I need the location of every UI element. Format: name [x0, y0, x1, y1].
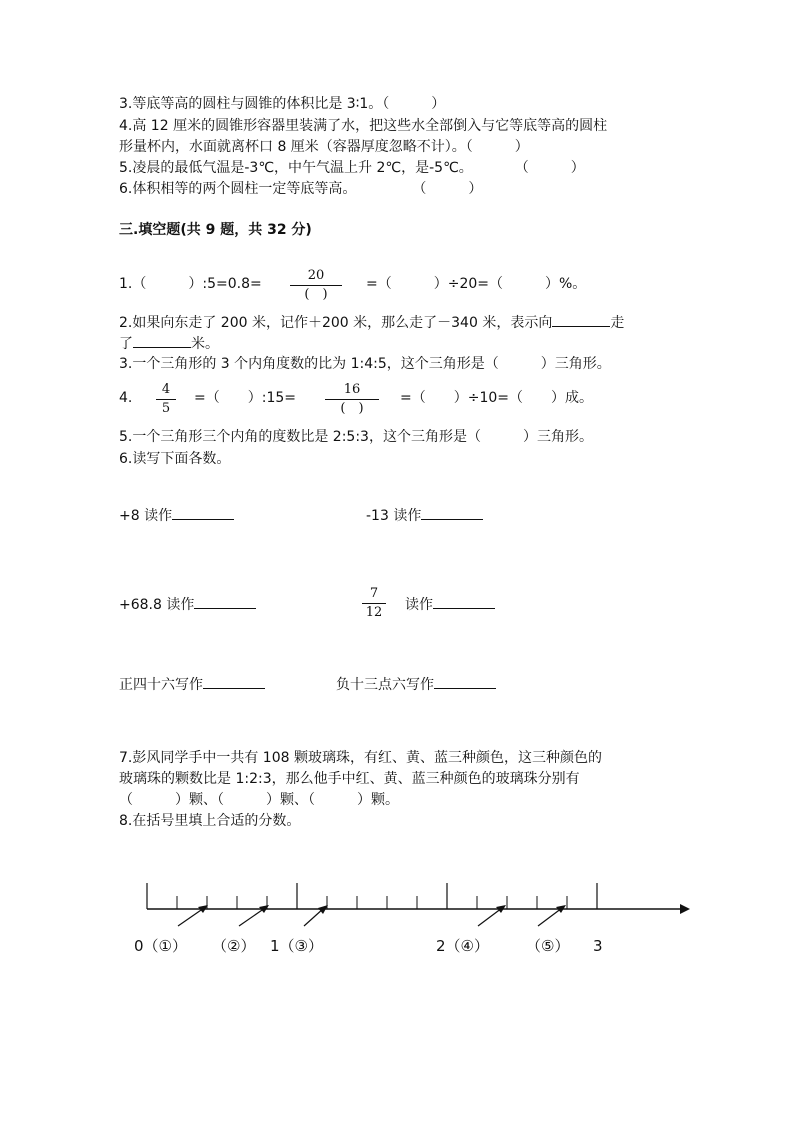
q4-fraction-2	[325, 382, 379, 417]
minor-ticks	[177, 896, 567, 909]
q6-item-f-blank[interactable]	[434, 674, 496, 689]
q6-item-d-numerator: 7	[369, 586, 379, 601]
q6-title: 6.读写下面各数。	[119, 451, 231, 467]
q1-suffix: =（ ）÷20=（ ）%。	[366, 276, 587, 292]
section-title: 三.填空题(共 9 题，共 32 分)	[119, 222, 312, 238]
number-line-label-1: 1（③）	[270, 937, 323, 955]
q6-item-b-blank[interactable]	[421, 505, 483, 520]
q6-item-e-label: 正四十六写作	[119, 677, 203, 693]
pointer-arrow-5	[538, 908, 562, 926]
q2-line1	[119, 312, 624, 333]
number-line-label-5: （⑤）	[526, 937, 570, 955]
q7-line2: 玻璃珠的颗数比是 1:2:3，那么他手中红、黄、蓝三种颜色的玻璃珠分别有	[119, 771, 580, 787]
pointer-arrows	[178, 905, 566, 926]
q2-text-a: 2.如果向东走了 200 米，记作＋200 米，那么走了－340 米，表示向	[119, 315, 553, 331]
fraction-bar	[156, 399, 176, 400]
q1-prefix: 1.（ ）:5=0.8=	[119, 276, 262, 292]
arrowhead-icon	[680, 904, 690, 914]
number-line-svg	[128, 868, 698, 928]
q8-text: 8.在括号里填上合适的分数。	[119, 813, 301, 829]
q1-fraction-numerator: 20	[307, 268, 325, 283]
q4-fraction-2-denominator: ( )	[340, 401, 364, 416]
q6-item-c-blank[interactable]	[194, 594, 256, 609]
q2-direction-blank[interactable]	[552, 312, 610, 327]
number-line-label-4: 2（④）	[436, 937, 489, 955]
q4-middle: =（ ）:15=	[194, 390, 296, 406]
q7-line1: 7.彭风同学手中一共有 108 颗玻璃珠，有红、黄、蓝三种颜色，这三种颜色的	[119, 750, 602, 766]
fraction-bar	[325, 399, 379, 400]
q4-fraction-1	[156, 382, 176, 417]
q6-item-e-blank[interactable]	[203, 674, 265, 689]
pointer-arrow-4	[478, 908, 502, 926]
q4-number: 4.	[119, 390, 133, 406]
q6-item-f	[336, 674, 496, 695]
judge-item-5: 5.凌晨的最低气温是-3℃，中午气温上升 2℃，是-5℃。 （ ）	[119, 160, 585, 176]
q2-text-c: 了	[119, 336, 133, 352]
judge-item-4-line1: 4.高 12 厘米的圆锥形容器里装满了水，把这些水全部倒入与它等底等高的圆柱	[119, 118, 608, 134]
q1-fraction-denominator: ( )	[304, 287, 328, 302]
q2-distance-blank[interactable]	[133, 333, 191, 348]
q4-fraction-1-numerator: 4	[161, 382, 171, 397]
q6-item-c-label: +68.8 读作	[119, 597, 195, 613]
number-line-label-0: 0（①）	[134, 937, 187, 955]
judge-item-6: 6.体积相等的两个圆柱一定等底等高。 （ ）	[119, 181, 483, 197]
q6-item-a	[119, 505, 234, 526]
q3-text: 3.一个三角形的 3 个内角度数的比为 1:4:5，这个三角形是（ ）三角形。	[119, 356, 611, 372]
q2-text-d: 米。	[191, 336, 219, 352]
q6-item-d-label: 读作	[405, 597, 433, 613]
judge-item-4-line2: 形量杯内，水面就离杯口 8 厘米（容器厚度忽略不计）。（ ）	[119, 139, 529, 155]
number-line-label-3: 3	[593, 937, 603, 955]
q6-item-b	[366, 505, 483, 526]
q2-line2	[119, 333, 219, 354]
q2-text-b: 走	[610, 315, 625, 331]
fraction-bar	[362, 603, 386, 604]
q6-item-c	[119, 594, 256, 615]
major-ticks	[147, 883, 597, 909]
q4-fraction-2-numerator: 16	[343, 382, 361, 397]
number-line-label-2: （②）	[212, 937, 256, 955]
q6-item-a-label: +8 读作	[119, 508, 173, 524]
q1-fraction	[290, 268, 342, 303]
number-line	[128, 868, 698, 932]
q7-line3: （ ）颗、（ ）颗、（ ）颗。	[119, 792, 399, 808]
q6-item-f-label: 负十三点六写作	[336, 677, 434, 693]
q6-item-a-blank[interactable]	[172, 505, 234, 520]
pointer-arrow-1	[178, 908, 204, 926]
q4-fraction-1-denominator: 5	[161, 401, 171, 416]
fraction-bar	[290, 285, 342, 286]
q6-item-d-blank[interactable]	[433, 594, 495, 609]
q6-item-d-fraction	[362, 586, 386, 621]
q6-item-d	[405, 594, 495, 615]
q6-item-b-label: -13 读作	[366, 508, 422, 524]
q5-text: 5.一个三角形三个内角的度数比是 2:5:3，这个三角形是（ ）三角形。	[119, 429, 593, 445]
pointer-arrow-2	[239, 908, 265, 926]
q4-suffix: =（ ）÷10=（ ）成。	[400, 390, 594, 406]
q6-item-d-denominator: 12	[365, 605, 383, 620]
q6-item-e	[119, 674, 265, 695]
judge-item-3: 3.等底等高的圆柱与圆锥的体积比是 3∶1。（ ）	[119, 96, 446, 112]
